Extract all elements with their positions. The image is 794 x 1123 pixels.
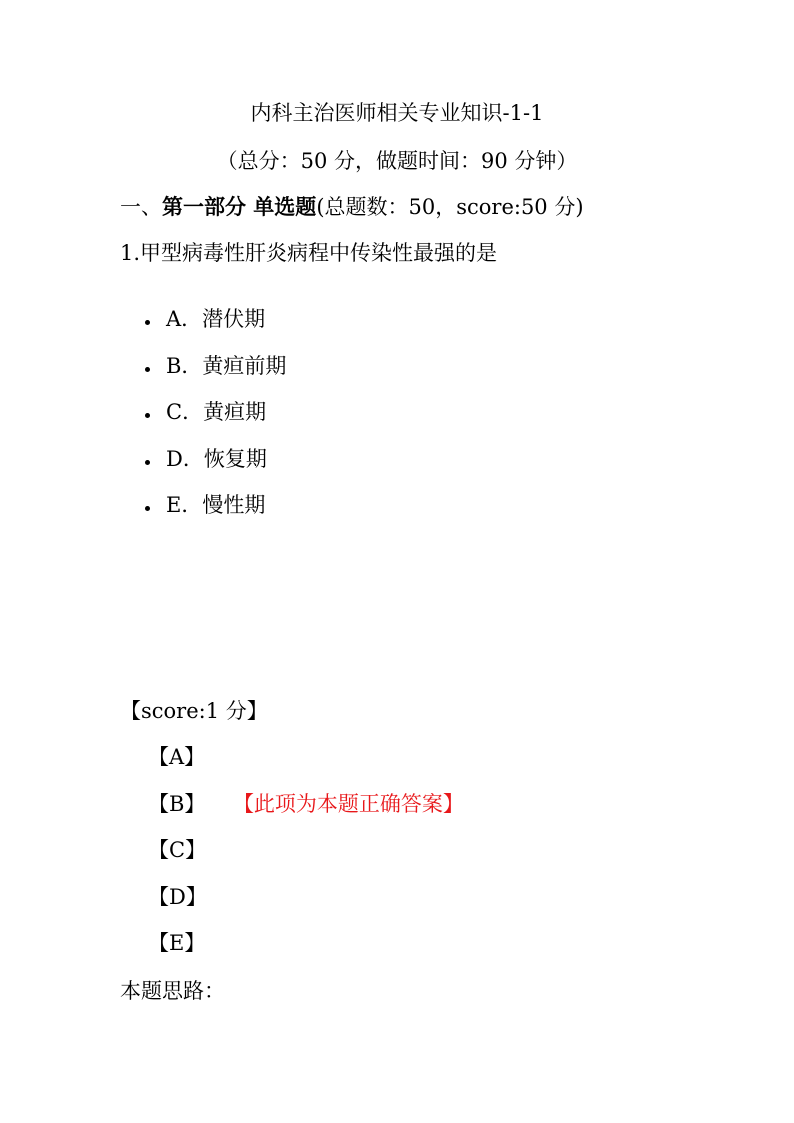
answer-item xyxy=(148,882,464,929)
bullet-icon xyxy=(145,506,150,511)
approach-label: 本题思路： xyxy=(120,979,225,1003)
exam-info: （总分：50 分，做题时间：90 分钟） xyxy=(216,149,578,173)
answer-item xyxy=(148,928,464,975)
answer-key: 【A】 xyxy=(148,745,206,769)
option-item xyxy=(140,304,286,351)
option-item xyxy=(140,490,286,537)
option-item xyxy=(140,351,286,398)
answer-key: 【B】 xyxy=(148,791,206,816)
bullet-icon xyxy=(145,460,150,465)
section-heading xyxy=(120,192,584,222)
answer-key: 【D】 xyxy=(148,884,207,909)
answer-key: 【C】 xyxy=(148,838,207,862)
document-title: 内科主治医师相关专业知识-1-1 xyxy=(250,101,544,125)
option-label: B．黄疸前期 xyxy=(166,353,287,378)
question-text: 1.甲型病毒性肝炎病程中传染性最强的是 xyxy=(120,241,498,265)
option-list xyxy=(140,304,286,537)
option-item xyxy=(140,444,286,491)
bullet-icon xyxy=(145,320,150,325)
option-item xyxy=(140,397,286,444)
correct-answer-marker: 【此项为本题正确答案】 xyxy=(243,791,464,816)
option-label: A．潜伏期 xyxy=(166,307,266,331)
bullet-icon xyxy=(145,367,150,372)
answer-list xyxy=(148,742,464,975)
score-label: 【score:1 分】 xyxy=(120,699,268,723)
answer-item xyxy=(148,789,464,836)
section-prefix: 一、 xyxy=(120,195,162,219)
answer-key: 【E】 xyxy=(148,931,206,955)
option-label: D．恢复期 xyxy=(166,446,267,471)
section-meta: (总题数：50，score:50 分) xyxy=(316,195,584,219)
bullet-icon xyxy=(145,413,150,418)
option-label: C．黄疸期 xyxy=(166,400,267,424)
answer-item xyxy=(148,835,464,882)
option-label: E．慢性期 xyxy=(166,493,266,517)
section-name: 第一部分 单选题 xyxy=(162,194,317,219)
answer-item xyxy=(148,742,464,789)
